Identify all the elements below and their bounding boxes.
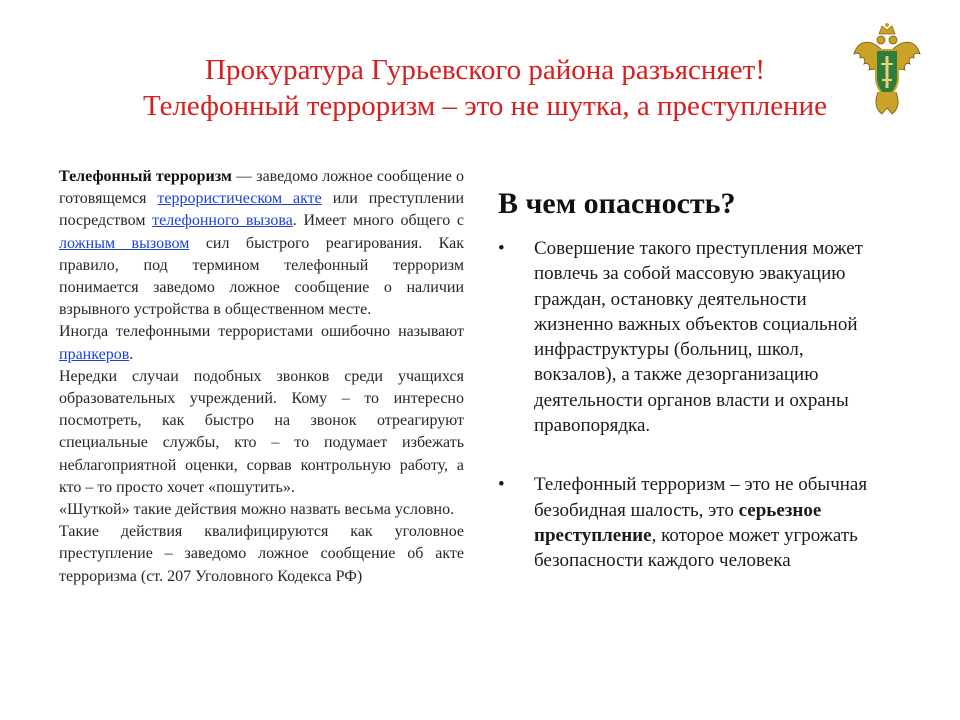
text-span: сил быстрого реагирования. Как правило, под термином телефонный терроризм понимается заведомо ложное сообщение о наличии взрывного устройства в общественном месте. bbox=[59, 234, 464, 319]
link-terrorist-act[interactable]: террористическом акте bbox=[157, 190, 322, 208]
page-title bbox=[60, 52, 910, 124]
text-span: или преступлении посредством bbox=[59, 190, 464, 230]
joke-paragraph: «Шуткой» такие действия можно назвать весьма условно. bbox=[59, 501, 455, 519]
danger-list bbox=[498, 236, 890, 574]
left-column bbox=[59, 166, 464, 588]
students-paragraph: Нередки случаи подобных звонков среди учащихся образовательных учреждений. Кому – то интересно посмотреть, как быстро на звонок отреагируют специальные службы, кто – то подумает избежать неблагоприятной оценки, сорвав контрольную работу, а кто – то просто хочет «пошутить». bbox=[59, 367, 464, 496]
bullet-icon: • bbox=[498, 238, 505, 259]
link-phone-call[interactable]: телефонного вызова bbox=[152, 212, 293, 230]
definition-paragraph bbox=[59, 166, 464, 321]
bullet-text: Совершение такого преступления может повлечь за собой массовую эвакуацию граждан, остановку деятельности жизненно важных объектов социальной инфраструктуры (больниц, школ, вокзалов), а также дезорганизацию деятельности органов власти и охраны правопорядка. bbox=[534, 238, 863, 437]
list-item bbox=[498, 236, 890, 438]
text-span: . bbox=[129, 345, 134, 363]
law-paragraph: Такие действия квалифицируются как уголовное преступление – заведомо ложное сообщение об акте терроризма (ст. 207 Уголовного Кодекса РФ) bbox=[59, 523, 464, 585]
bullet-text bbox=[534, 474, 867, 571]
text-span: . Имеет много общего с bbox=[292, 212, 464, 230]
title-line-1: Прокуратура Гурьевского района разъясняет! bbox=[205, 54, 765, 86]
term-bold: Телефонный терроризм bbox=[59, 168, 232, 185]
text-span: — заведомо ложное сообщение о готовящемся bbox=[59, 168, 464, 208]
prankers-paragraph bbox=[59, 321, 464, 365]
text-span: Телефонный терроризм – это не обычная безобидная шалость, это bbox=[534, 474, 868, 521]
bold-crime: серьезное преступление bbox=[534, 499, 822, 546]
text-span: Иногда телефонными террористами ошибочно называют bbox=[59, 323, 464, 341]
prosecutor-emblem-icon bbox=[852, 20, 922, 120]
link-false-call[interactable]: ложным вызовом bbox=[59, 234, 190, 252]
bullet-icon: • bbox=[498, 474, 505, 496]
link-prankers[interactable]: пранкеров bbox=[59, 345, 130, 363]
danger-heading: В чем опасность? bbox=[498, 187, 736, 220]
list-item bbox=[498, 472, 890, 573]
text-span: , которое может угрожать безопасности каждого человека bbox=[534, 524, 858, 572]
title-line-2: Телефонный терроризм – это не шутка, а преступление bbox=[142, 90, 828, 122]
